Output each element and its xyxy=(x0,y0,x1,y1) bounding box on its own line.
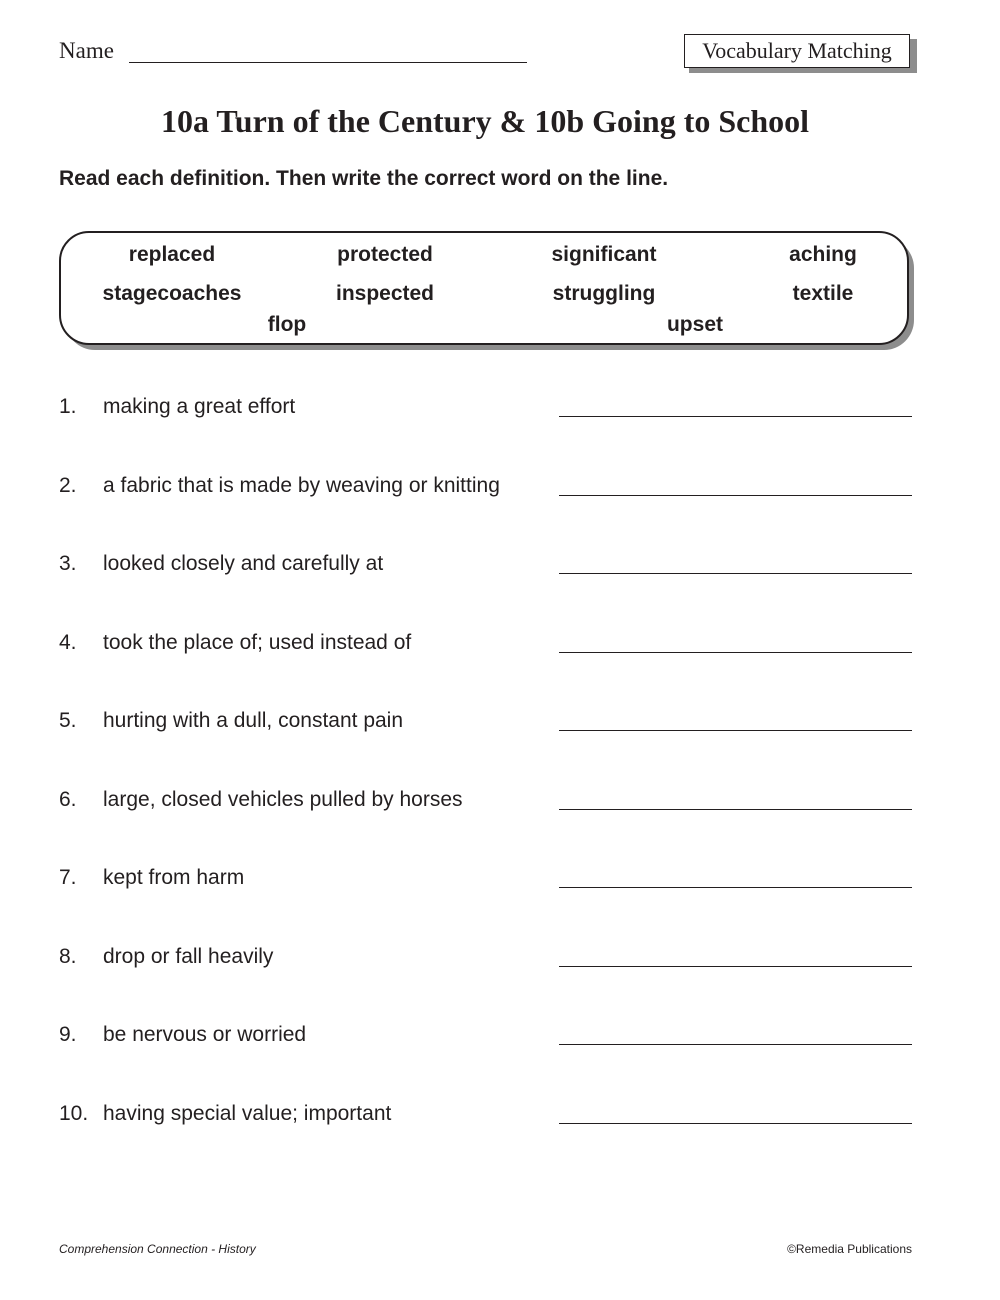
question-number: 6. xyxy=(59,788,77,811)
word-bank-item: replaced xyxy=(128,243,216,266)
question-definition: looked closely and carefully at xyxy=(103,552,384,575)
answer-line[interactable] xyxy=(559,809,912,810)
word-bank-item: textile xyxy=(792,282,854,305)
answer-line[interactable] xyxy=(559,652,912,653)
page-title: 10a Turn of the Century & 10b Going to School xyxy=(160,103,810,139)
answer-line[interactable] xyxy=(559,416,912,417)
word-bank-item: significant xyxy=(551,243,657,266)
answer-line[interactable] xyxy=(559,495,912,496)
name-write-line[interactable] xyxy=(129,62,527,63)
question-number: 3. xyxy=(59,552,77,575)
question-definition: drop or fall heavily xyxy=(103,945,274,968)
question-number: 2. xyxy=(59,474,77,497)
question-definition: took the place of; used instead of xyxy=(103,631,412,654)
question-number: 4. xyxy=(59,631,77,654)
question-definition: a fabric that is made by weaving or knitting xyxy=(103,474,500,497)
answer-line[interactable] xyxy=(559,1044,912,1045)
name-label: Name xyxy=(59,38,114,63)
worksheet-type-tag: Vocabulary Matching xyxy=(684,34,910,68)
word-bank-item: aching xyxy=(789,243,857,266)
question-definition: making a great effort xyxy=(103,395,296,418)
question-number: 5. xyxy=(59,709,77,732)
answer-line[interactable] xyxy=(559,966,912,967)
answer-line[interactable] xyxy=(559,887,912,888)
question-definition: hurting with a dull, constant pain xyxy=(103,709,404,732)
footer-copyright: ©Remedia Publications xyxy=(787,1242,912,1256)
word-bank-item: flop xyxy=(267,313,307,336)
word-bank-item: protected xyxy=(337,243,433,266)
answer-line[interactable] xyxy=(559,573,912,574)
word-bank-item: upset xyxy=(666,313,723,336)
question-number: 10. xyxy=(59,1102,89,1125)
question-number: 1. xyxy=(59,395,77,418)
word-bank-item: struggling xyxy=(552,282,656,305)
question-number: 7. xyxy=(59,866,77,889)
question-definition: kept from harm xyxy=(103,866,245,889)
footer-source: Comprehension Connection - History xyxy=(59,1242,256,1256)
question-definition: large, closed vehicles pulled by horses xyxy=(103,788,463,811)
question-number: 9. xyxy=(59,1023,77,1046)
word-bank-item: stagecoaches xyxy=(102,282,242,305)
answer-line[interactable] xyxy=(559,730,912,731)
question-definition: having special value; important xyxy=(103,1102,392,1125)
answer-line[interactable] xyxy=(559,1123,912,1124)
word-bank-item: inspected xyxy=(335,282,435,305)
question-number: 8. xyxy=(59,945,77,968)
directions: Read each definition. Then write the correct word on the line. xyxy=(59,167,669,190)
question-definition: be nervous or worried xyxy=(103,1023,307,1046)
